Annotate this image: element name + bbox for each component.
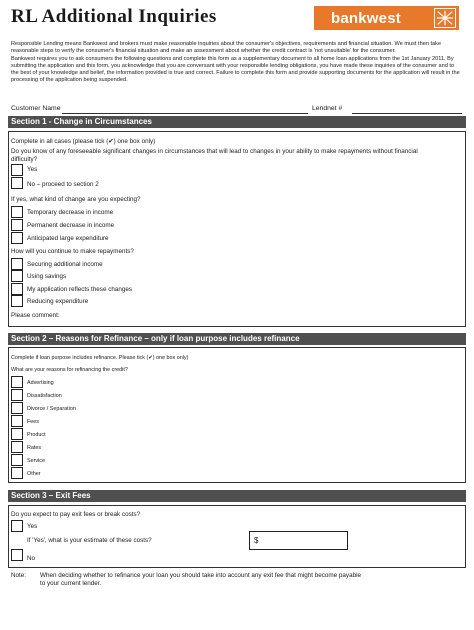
exit-fees-no-label: No bbox=[27, 555, 36, 562]
checkbox-service[interactable] bbox=[11, 454, 23, 466]
section-1-header: Section 1 - Change in Circumstances bbox=[8, 116, 466, 128]
estimate-question: If 'Yes', what is your estimate of these costs? bbox=[27, 537, 152, 544]
reason-label-2: Dissatisfaction bbox=[27, 393, 62, 399]
checkbox-yes[interactable] bbox=[11, 164, 23, 176]
section-1-instruction: Complete in all cases (please tick (✔) one box only) bbox=[11, 138, 156, 145]
change-label-1: Temporary decrease in income bbox=[27, 209, 114, 216]
repayment-label-1: Securing additional income bbox=[27, 261, 103, 268]
section-3-question: Do you expect to pay exit fees or break costs? bbox=[11, 511, 141, 518]
intro-paragraph-1: Responsible Lending means Bankwest and brokers must make reasonable inquiries about the consumer's objectives, requirements and financial situation. We must then take reasonable steps to verify the consumer's financial situation and make an assessment about whether the credit contract is 'not unsuitable' for the consumer. bbox=[11, 41, 442, 54]
reason-label-6: Rates bbox=[27, 445, 42, 451]
checkbox-exit-fees-no[interactable] bbox=[11, 549, 23, 561]
reason-label-4: Fees bbox=[27, 419, 39, 425]
customer-name-label: Customer Name bbox=[11, 105, 61, 112]
lendnet-label: Lendnet # bbox=[312, 105, 343, 112]
note-text-line-1: When deciding whether to refinance your loan you should take into account any exit fee that might become payable bbox=[40, 572, 361, 579]
no-label: No – proceed to section 2 bbox=[27, 181, 99, 188]
note-text-line-2: to your current lender. bbox=[40, 580, 102, 587]
checkbox-no[interactable] bbox=[11, 177, 23, 189]
checkbox-advertising[interactable] bbox=[11, 376, 23, 388]
section-1-question-1: Do you know of any foreseeable significant changes in circumstances that will lead to changes in your ability to make repayments without financial difficulty? bbox=[11, 148, 418, 163]
note-label: Note: bbox=[11, 572, 27, 579]
reason-label-1: Advertising bbox=[27, 380, 54, 386]
checkbox-large-expenditure[interactable] bbox=[11, 232, 23, 244]
checkbox-permanent-decrease[interactable] bbox=[11, 219, 23, 231]
checkbox-additional-income[interactable] bbox=[11, 258, 23, 270]
change-label-3: Anticipated large expenditure bbox=[27, 235, 109, 242]
yes-label: Yes bbox=[27, 166, 38, 173]
bankwest-logo bbox=[314, 6, 459, 30]
checkbox-rates[interactable] bbox=[11, 441, 23, 453]
repayment-label-2: Using savings bbox=[27, 273, 67, 280]
page-title: RL Additional Inquiries bbox=[11, 6, 217, 27]
reason-label-8: Other bbox=[27, 471, 41, 477]
reason-label-3: Divorce / Separation bbox=[27, 406, 76, 412]
checkbox-fees[interactable] bbox=[11, 415, 23, 427]
section-1-question-2: If yes, what kind of change are you expecting? bbox=[11, 196, 141, 203]
section-1-question-3: How will you continue to make repayments? bbox=[11, 248, 134, 255]
section-2-instruction: Complete if loan purpose includes refinance. Please tick (✔) one box only) bbox=[11, 355, 189, 361]
section-2-question: What are your reasons for refinancing the credit? bbox=[11, 367, 128, 373]
checkbox-exit-fees-yes[interactable] bbox=[11, 520, 23, 532]
checkbox-application-reflects[interactable] bbox=[11, 283, 23, 295]
checkbox-divorce[interactable] bbox=[11, 402, 23, 414]
checkbox-savings[interactable] bbox=[11, 270, 23, 282]
intro-paragraph-2: Bankwest requires you to ask consumers the following questions and complete this form as a supplementary document to all home loan applications from the 1st January 2011. By submitting the application and this form, you acknowledge that you are conversant with your responsible lending obligations, you have made these inquiries of the consumer and to the best of your knowledge and belief, the information provided is true and correct. Failure to complete this form and provide supporting documents for the application will result in the processing of the application being suspended. bbox=[11, 56, 460, 83]
section-2-header: Section 2 – Reasons for Refinance – only if loan purpose includes refinance bbox=[8, 333, 466, 345]
customer-name-field[interactable] bbox=[62, 113, 308, 114]
reason-label-5: Product bbox=[27, 432, 46, 438]
checkbox-product[interactable] bbox=[11, 428, 23, 440]
intro-text bbox=[11, 41, 463, 85]
section-3-header: Section 3 – Exit Fees bbox=[8, 490, 466, 502]
repayment-label-4: Reducing expenditure bbox=[27, 298, 89, 305]
repayment-label-3: My application reflects these changes bbox=[27, 286, 133, 293]
reason-label-7: Service bbox=[27, 458, 45, 464]
lendnet-field[interactable] bbox=[352, 113, 462, 114]
estimate-input[interactable] bbox=[249, 531, 348, 550]
exit-fees-yes-label: Yes bbox=[27, 523, 38, 530]
comment-label: Please comment: bbox=[11, 312, 60, 319]
checkbox-reducing-expenditure[interactable] bbox=[11, 295, 23, 307]
checkbox-dissatisfaction[interactable] bbox=[11, 389, 23, 401]
bankwest-emblem-icon bbox=[434, 8, 456, 28]
currency-symbol: $ bbox=[254, 536, 259, 545]
change-label-2: Permanent decrease in income bbox=[27, 222, 115, 229]
checkbox-other[interactable] bbox=[11, 467, 23, 479]
brand-name: bankwest bbox=[331, 9, 401, 27]
checkbox-temporary-decrease[interactable] bbox=[11, 206, 23, 218]
